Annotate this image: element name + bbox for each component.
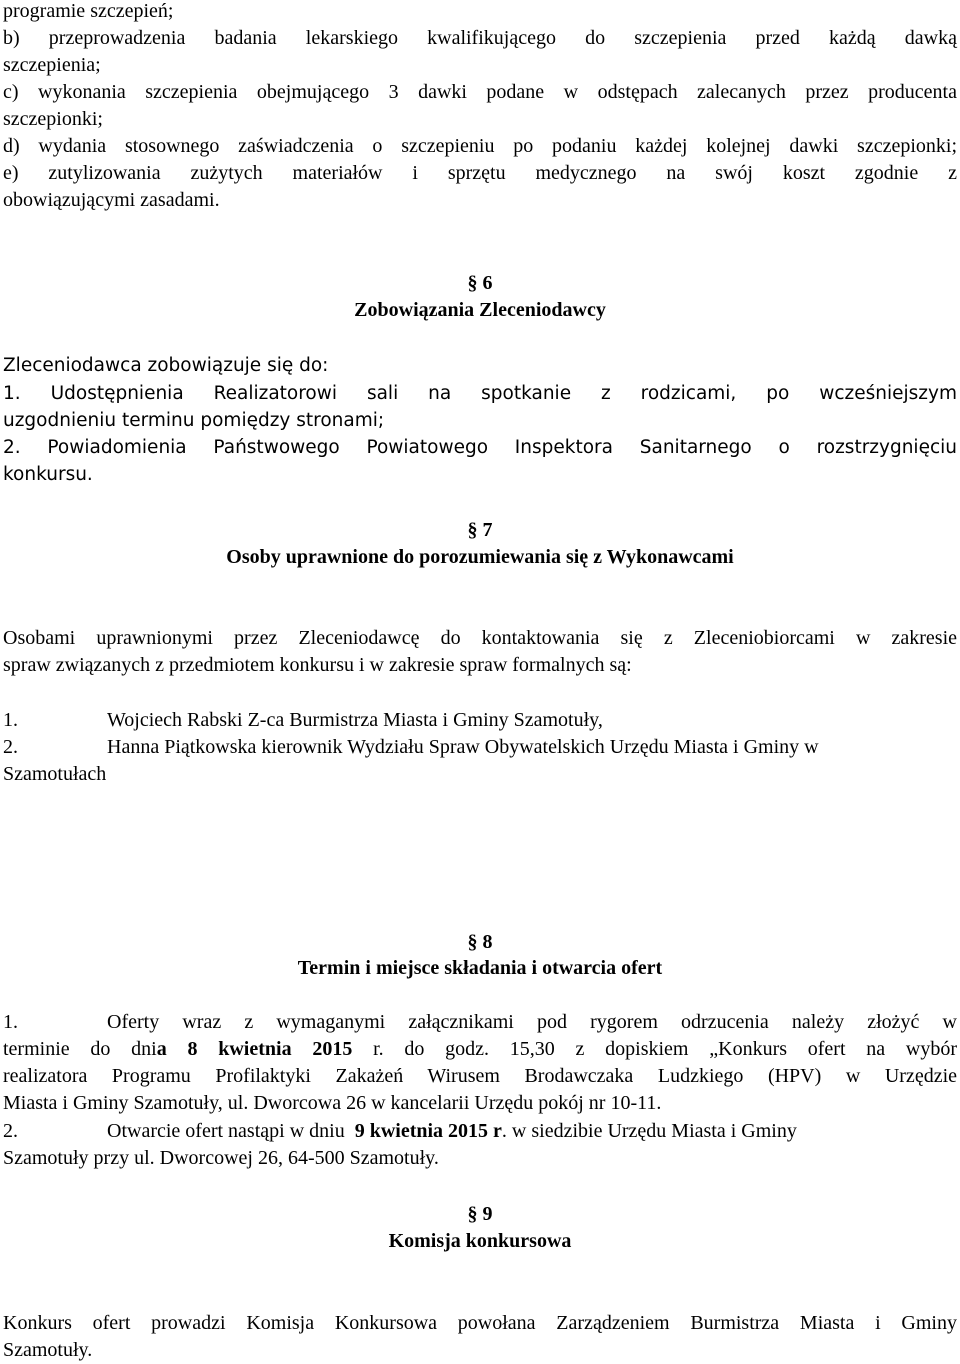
section-7-number: § 7 [467,519,493,541]
section-6-item-1: 1. Udostępnienia Realizatorowi sali na spotkanie z rodzicami, po wcześniejszym [3,383,957,404]
deadline-date: a 8 kwietnia 2015 [156,1038,353,1060]
section-6-number: § 6 [467,272,493,294]
section-7-intro: Osobami uprawnionymi przez Zleceniodawcę do kontaktowania się z Zleceniobiorcami w zakresie [3,627,957,649]
section-8-item-1-number: 1. [3,1011,18,1033]
top-item-e-cont: obowiązującymi zasadami. [3,189,220,211]
opening-date: 9 kwietnia 2015 r [349,1120,502,1142]
section-8-title: Termin i miejsce składania i otwarcia ofert [297,957,663,979]
section-7-item-1-number: 1. [3,709,18,731]
section-8-item-1-text: Oferty wraz z wymaganymi załącznikami pod rygorem odrzucenia należy złożyć w [107,1011,957,1033]
section-7-intro-cont: spraw związanych z przedmiotem konkursu i w zakresie spraw formalnych są: [3,654,632,676]
section-7-item-2-text: Hanna Piątkowska kierownik Wydziału Spraw Obywatelskich Urzędu Miasta i Gminy w [107,736,819,758]
section-8-item-1 [3,1009,957,1036]
section-6-item-1-cont: uzgodnieniu terminu pomiędzy stronami; [3,410,385,431]
deadline-suffix: r. do godz. 15,30 z dopiskiem „Konkurs ofert na wybór [352,1038,958,1060]
section-7-item-2 [3,734,957,761]
deadline-prefix: terminie do dni [3,1038,157,1060]
section-9-number: § 9 [467,1203,493,1225]
section-8-number: § 8 [467,931,493,953]
opening-suffix: . w siedzibie Urzędu Miasta i Gminy [501,1120,797,1142]
top-item-b-cont: szczepienia; [3,54,101,76]
section-9-title: Komisja konkursowa [388,1230,572,1252]
top-item-b: b) przeprowadzenia badania lekarskiego kwalifikującego do szczepienia przed każdą dawką [3,27,957,49]
section-7-item-1 [3,707,957,734]
section-7-title: Osoby uprawnione do porozumiewania się z Wykonawcami [226,546,734,568]
section-9-text-cont: Szamotuły. [3,1339,93,1361]
top-item-d: d) wydania stosownego zaświadczenia o szczepieniu po podaniu każdej kolejnej dawki szczepionki; [3,135,957,157]
section-8-item-1-line-4: Miasta i Gminy Szamotuły, ul. Dworcowa 26 w kancelarii Urzędu pokój nr 10-11. [3,1092,662,1114]
section-7-item-2-cont: Szamotułach [3,763,107,785]
section-8-item-2-number: 2. [3,1120,18,1142]
section-8-item-1-line-2 [3,1036,957,1063]
section-9-text: Konkurs ofert prowadzi Komisja Konkursowa powołana Zarządzeniem Burmistrza Miasta i Gminy [3,1312,957,1334]
section-8-item-1-line-3: realizatora Programu Profilaktyki Zakażeń Wirusem Brodawczaka Ludzkiego (HPV) w Urzędzie [3,1065,957,1087]
section-6-intro: Zleceniodawca zobowiązuje się do: [3,355,329,376]
section-8-item-2 [3,1118,957,1145]
top-line-1: programie szczepień; [3,0,174,22]
section-6-item-2: 2. Powiadomienia Państwowego Powiatowego Inspektora Sanitarnego o rozstrzygnięciu [3,437,957,458]
top-item-c-cont: szczepionki; [3,108,103,130]
section-8-item-2-cont: Szamotuły przy ul. Dworcowej 26, 64-500 Szamotuły. [3,1147,439,1169]
opening-prefix: Otwarcie ofert nastąpi w dniu [107,1120,350,1142]
section-7-item-2-number: 2. [3,736,18,758]
section-6-item-2-cont: konkursu. [3,464,93,485]
top-item-e: e) zutylizowania zużytych materiałów i sprzętu medycznego na swój koszt zgodnie z [3,162,957,184]
section-7-item-1-text: Wojciech Rabski Z-ca Burmistrza Miasta i Gminy Szamotuły, [107,709,603,731]
top-item-c: c) wykonania szczepienia obejmującego 3 dawki podane w odstępach zalecanych przez producenta [3,81,957,103]
section-6-title: Zobowiązania Zleceniodawcy [354,299,606,321]
